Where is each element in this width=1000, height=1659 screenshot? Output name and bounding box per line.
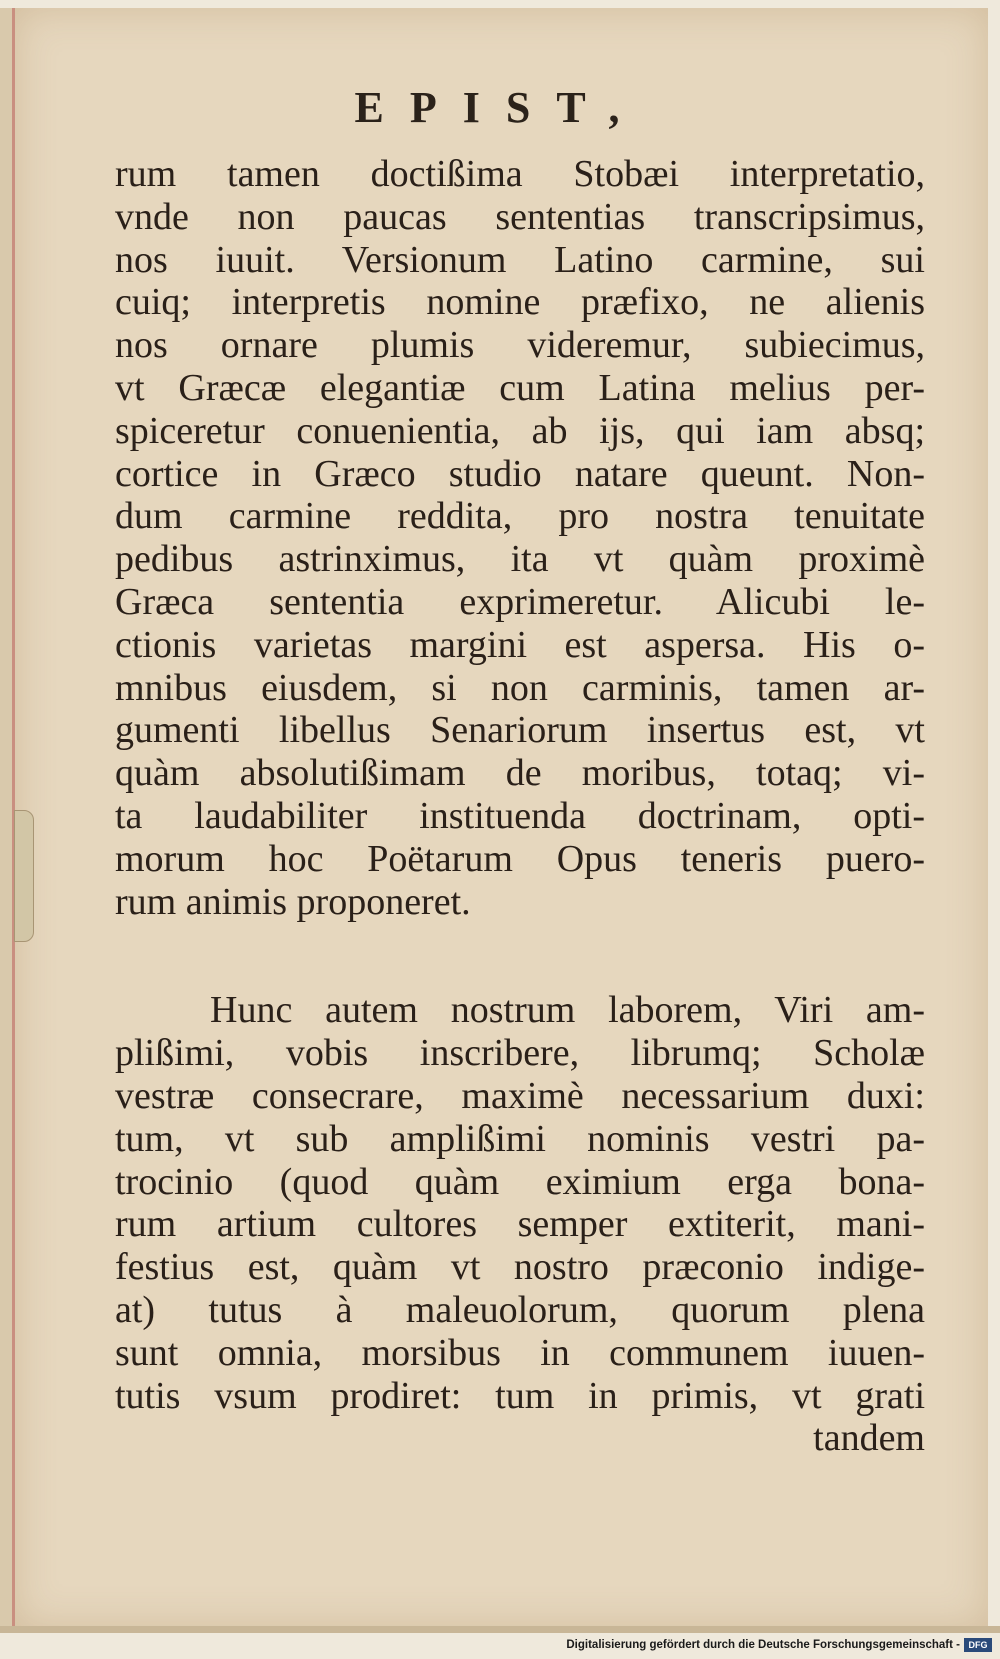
- text-line: vt Græcæ elegantiæ cum Latina melius per-: [115, 366, 925, 409]
- text-line: vnde non paucas sententias transcripsimus,: [115, 195, 925, 238]
- catchword: tandem: [813, 1417, 925, 1460]
- text-line: rum animis proponeret.: [115, 880, 471, 923]
- text-line: festius est, quàm vt nostro præconio indige-: [115, 1246, 925, 1289]
- text-line: morum hoc Poëtarum Opus teneris puero-: [115, 837, 925, 880]
- text-line: quàm absolutißimam de moribus, totaq; vi-: [115, 752, 925, 795]
- page-edge-bottom: [0, 1626, 1000, 1633]
- text-line: nos iuuit. Versionum Latino carmine, sui: [115, 238, 925, 281]
- dfg-logo-icon: DFG: [964, 1638, 992, 1652]
- text-line: mnibus eiusdem, si non carminis, tamen ar-: [115, 666, 925, 709]
- paragraph-gap: [115, 923, 925, 989]
- paragraph-1: [115, 153, 925, 923]
- body-text: [115, 153, 925, 1460]
- text-line: ctionis varietas margini est aspersa. His o-: [115, 623, 925, 666]
- digitization-footer: [566, 1638, 992, 1652]
- text-line: tutis vsum prodiret: tum in primis, vt grati: [115, 1374, 925, 1417]
- text-line: Græca sententia exprimeretur. Alicubi le-: [115, 580, 925, 623]
- text-line: nos ornare plumis videremur, subiecimus,: [115, 324, 925, 367]
- text-line: at) tutus à maleuolorum, quorum plena: [115, 1288, 925, 1331]
- text-line: plißimi, vobis inscribere, librumq; Scholæ: [115, 1032, 925, 1075]
- bookmark-tab: [14, 810, 34, 942]
- text-line: gumenti libellus Senariorum insertus est, vt: [115, 709, 925, 752]
- text-line: trocinio (quod quàm eximium erga bona-: [115, 1160, 925, 1203]
- text-line: cuiq; interpretis nomine præfixo, ne alienis: [115, 281, 925, 324]
- text-line: ta laudabiliter instituenda doctrinam, opti-: [115, 794, 925, 837]
- text-line: spiceretur conuenientia, ab ijs, qui iam absq;: [115, 409, 925, 452]
- text-line: tum, vt sub amplißimi nominis vestri pa-: [115, 1117, 925, 1160]
- text-line: pedibus astrinximus, ita vt quàm proximè: [115, 538, 925, 581]
- text-line: sunt omnia, morsibus in communem iuuen-: [115, 1331, 925, 1374]
- running-title: EPIST,: [354, 83, 646, 132]
- text-line: cortice in Græco studio natare queunt. Non-: [115, 452, 925, 495]
- text-line: rum artium cultores semper extiterit, mani-: [115, 1203, 925, 1246]
- text-line: Hunc autem nostrum laborem, Viri am-: [210, 989, 925, 1032]
- text-line: vestræ consecrare, maximè necessarium duxi:: [115, 1074, 925, 1117]
- paragraph-2: [115, 989, 925, 1460]
- text-line: dum carmine reddita, pro nostra tenuitate: [115, 495, 925, 538]
- text-line: rum tamen doctißima Stobæi interpretatio,: [115, 153, 925, 195]
- footer-credit: Digitalisierung gefördert durch die Deutsche Forschungsgemeinschaft -: [566, 1639, 960, 1651]
